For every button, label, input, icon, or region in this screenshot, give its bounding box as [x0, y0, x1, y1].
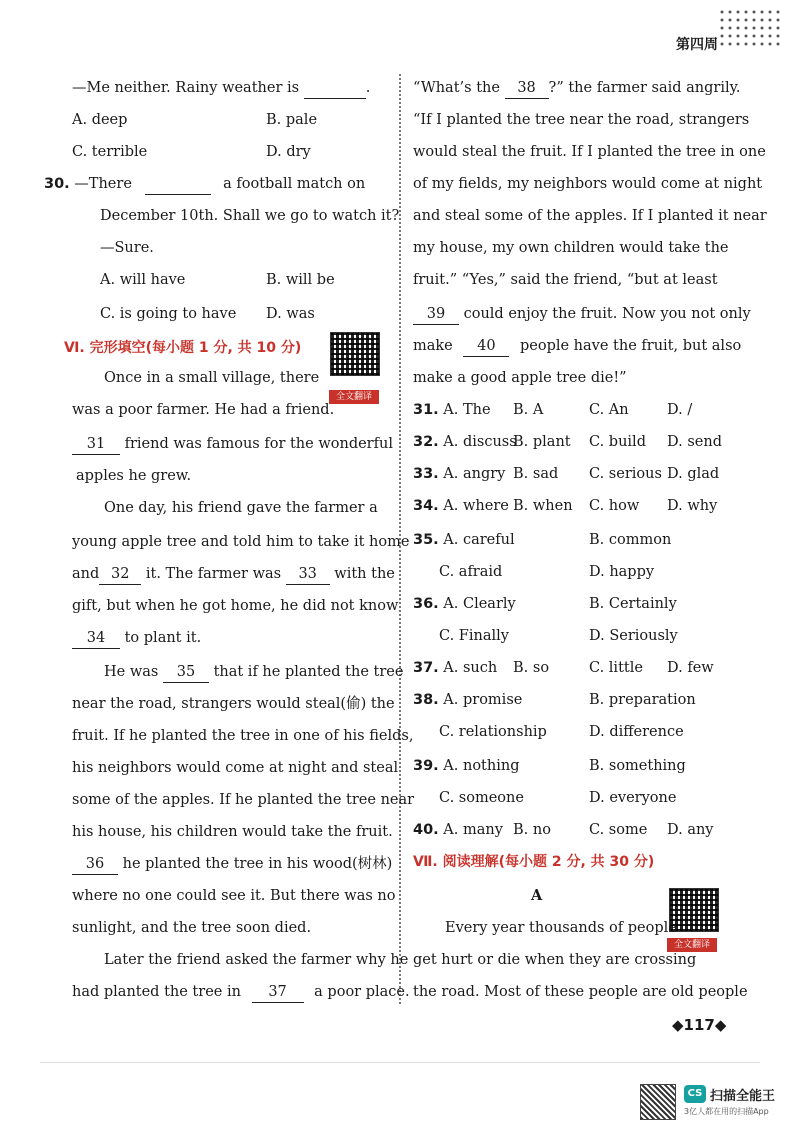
option-35-c: C. afraid [439, 564, 503, 580]
p2-line5-text: to plant it. [124, 630, 202, 646]
blank-32: 32 [99, 564, 141, 585]
option-a: A. angry [443, 466, 506, 482]
option-39-d: D. everyone [589, 790, 677, 806]
option-40-b: B. no [513, 822, 551, 838]
page-number: ◆117◆ [672, 1016, 727, 1034]
option-row-39 [413, 756, 519, 776]
option-31-d: D. / [667, 402, 693, 418]
option-number: 39. [413, 758, 439, 774]
option-38-b: B. preparation [589, 692, 696, 708]
option-32-d: D. send [667, 434, 722, 450]
p4-line2-a: had planted the tree in [72, 984, 241, 1000]
option-36-b: B. Certainly [589, 596, 677, 612]
q29-blank [304, 78, 366, 99]
r-line8 [413, 304, 751, 324]
option-31-c: C. An [589, 402, 629, 418]
p3-line8: where no one could see it. But there was no [72, 888, 396, 904]
page-number-text: 117 [683, 1016, 715, 1034]
p2-line3 [72, 564, 395, 584]
option-32-b: B. plant [513, 434, 571, 450]
option-row-40 [413, 820, 503, 840]
option-number: 38. [413, 692, 439, 708]
q30-option-c: C. is going to have [100, 306, 237, 322]
scanner-logo-icon: CS [684, 1085, 706, 1103]
p3-line6: his house, his children would take the fruit. [72, 824, 393, 840]
r-line9 [413, 336, 741, 356]
blank-35: 35 [163, 662, 209, 683]
q30-line3: —Sure. [100, 240, 154, 256]
p4-line2-b: a poor place. [314, 984, 410, 1000]
q29-text: —Me neither. Rainy weather is [72, 80, 300, 96]
option-38-c: C. relationship [439, 724, 547, 740]
p2-line2: young apple tree and told him to take it home [72, 534, 410, 550]
section6-title: Ⅵ. 完形填空(每小题 1 分, 共 10 分) [64, 340, 302, 356]
r-line5: and steal some of the apples. If I planted it near [413, 208, 767, 224]
r-line1-a: “What’s the [413, 80, 500, 96]
scanner-qr-icon [640, 1084, 676, 1120]
option-number: 33. [413, 466, 439, 482]
option-number: 34. [413, 498, 439, 514]
p3-line3: fruit. If he planted the tree in one of his fields, [72, 728, 414, 744]
p3-line7 [72, 854, 392, 874]
p3-line2: near the road, strangers would steal(偷) the [72, 696, 395, 712]
option-row-35 [413, 530, 515, 550]
option-row-34 [413, 496, 509, 516]
p2-line3-b: it. The farmer was [145, 566, 282, 582]
option-a: A. nothing [443, 758, 520, 774]
option-a: A. discuss [443, 434, 517, 450]
option-number: 37. [413, 660, 439, 676]
option-number: 40. [413, 822, 439, 838]
option-40-c: C. some [589, 822, 648, 838]
p2-line3-c: with the [334, 566, 395, 582]
blank-36: 36 [72, 854, 118, 875]
option-row-33 [413, 464, 505, 484]
option-35-d: D. happy [589, 564, 655, 580]
option-a: A. many [443, 822, 503, 838]
r-line9-a: make [413, 338, 453, 354]
q30-option-a: A. will have [100, 272, 186, 288]
option-a: A. careful [443, 532, 515, 548]
option-34-d: D. why [667, 498, 718, 514]
option-34-c: C. how [589, 498, 640, 514]
p4-line2 [72, 982, 410, 1002]
footer-divider [40, 1062, 760, 1063]
blank-38: 38 [505, 78, 549, 99]
q30-option-b: B. will be [266, 272, 335, 288]
p3-line1 [104, 662, 403, 682]
q30-post: a football match on [223, 176, 366, 192]
option-39-b: B. something [589, 758, 686, 774]
option-row-38 [413, 690, 522, 710]
option-40-d: D. any [667, 822, 714, 838]
r-line10: make a good apple tree die!” [413, 370, 627, 386]
p4-line1: Later the friend asked the farmer why he [104, 952, 409, 968]
passage-a-line2: get hurt or die when they are crossing [413, 952, 697, 968]
passage-a-line3: the road. Most of these people are old people [413, 984, 748, 1000]
option-a: A. where [443, 498, 509, 514]
q29-tail [72, 78, 370, 98]
p3-line7-text: he planted the tree in his wood(树林) [122, 856, 393, 872]
option-a: A. such [443, 660, 498, 676]
option-35-b: B. common [589, 532, 672, 548]
option-37-b: B. so [513, 660, 550, 676]
option-33-d: D. glad [667, 466, 720, 482]
r-line6: my house, my own children would take the [413, 240, 729, 256]
q30-pre: —There [74, 176, 132, 192]
r-line4: of my fields, my neighbors would come at night [413, 176, 763, 192]
p2-line4: gift, but when he got home, he did not know [72, 598, 399, 614]
blank-34: 34 [72, 628, 120, 649]
p3-line1-b: that if he planted the tree [213, 664, 404, 680]
p3-line4: his neighbors would come at night and steal [72, 760, 399, 776]
section7-title: Ⅶ. 阅读理解(每小题 2 分, 共 30 分) [413, 854, 655, 870]
option-number: 32. [413, 434, 439, 450]
blank-39: 39 [413, 304, 459, 325]
q30-number: 30. [44, 176, 70, 192]
option-a: A. Clearly [443, 596, 516, 612]
p1-line4: apples he grew. [76, 468, 192, 484]
p3-line9: sunlight, and the tree soon died. [72, 920, 312, 936]
p2-line1: One day, his friend gave the farmer a [104, 500, 378, 516]
passage-label: A [531, 887, 543, 904]
r-line3: would steal the fruit. If I planted the tree in one [413, 144, 766, 160]
q30-blank [145, 174, 211, 195]
r-line9-b: people have the fruit, but also [519, 338, 742, 354]
option-33-b: B. sad [513, 466, 559, 482]
q29-option-a: A. deep [72, 112, 128, 128]
option-33-c: C. serious [589, 466, 662, 482]
blank-31: 31 [72, 434, 120, 455]
option-34-b: B. when [513, 498, 573, 514]
r-line1-b: ?” the farmer said angrily. [548, 80, 741, 96]
option-36-d: D. Seriously [589, 628, 678, 644]
passage-a-line1: Every year thousands of people [445, 920, 677, 936]
q29-option-d: D. dry [266, 144, 311, 160]
translation-tag: 全文翻译 [667, 938, 717, 952]
option-number: 31. [413, 402, 439, 418]
option-a: A. The [443, 402, 491, 418]
option-row-31 [413, 400, 491, 420]
p1-line3 [72, 434, 393, 454]
p1-line3-text: friend was famous for the wonderful [124, 436, 393, 452]
p1-line1: Once in a small village, there [104, 370, 320, 386]
blank-40: 40 [463, 336, 509, 357]
scanner-app-name: 扫描全能王 [710, 1089, 776, 1104]
q29-end: . [365, 80, 371, 96]
q30-line1 [44, 174, 365, 194]
option-row-36 [413, 594, 516, 614]
option-a: A. promise [443, 692, 523, 708]
p1-line2: was a poor farmer. He had a friend. [72, 402, 335, 418]
p3-line5: some of the apples. If he planted the tree near [72, 792, 415, 808]
option-number: 36. [413, 596, 439, 612]
p3-line1-a: He was [104, 664, 159, 680]
q30-option-d: D. was [266, 306, 315, 322]
option-number: 35. [413, 532, 439, 548]
option-37-d: D. few [667, 660, 714, 676]
week-label: 第四周 [676, 37, 718, 53]
option-37-c: C. little [589, 660, 643, 676]
decorative-dot-grid [718, 8, 784, 50]
p2-line3-a: and [72, 566, 100, 582]
p2-line5 [72, 628, 201, 648]
option-38-d: D. difference [589, 724, 684, 740]
translation-tag: 全文翻译 [329, 390, 379, 404]
blank-33: 33 [286, 564, 330, 585]
q30-line2: December 10th. Shall we go to watch it? [100, 208, 400, 224]
option-31-b: B. A [513, 402, 544, 418]
option-39-c: C. someone [439, 790, 524, 806]
q29-option-b: B. pale [266, 112, 318, 128]
option-row-32 [413, 432, 517, 452]
r-line1 [413, 78, 740, 98]
q29-option-c: C. terrible [72, 144, 148, 160]
option-36-c: C. Finally [439, 628, 509, 644]
qr-code-icon[interactable] [330, 332, 380, 376]
r-line2: “If I planted the tree near the road, strangers [413, 112, 750, 128]
r-line7: fruit.” “Yes,” said the friend, “but at least [413, 272, 718, 288]
scanner-tagline: 3亿人都在用的扫描App [684, 1107, 769, 1116]
option-32-c: C. build [589, 434, 646, 450]
blank-37: 37 [252, 982, 304, 1003]
option-row-37 [413, 658, 497, 678]
r-line8-text: could enjoy the fruit. Now you not only [463, 306, 751, 322]
